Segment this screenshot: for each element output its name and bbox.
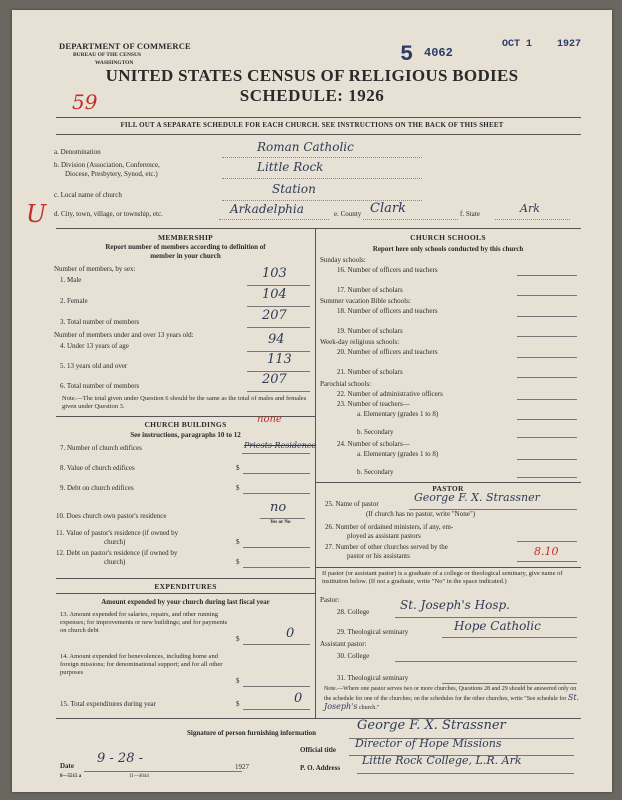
summer-schools-label: Summer vacation Bible schools: <box>320 297 411 305</box>
total-members-2-label: 6. Total number of members <box>60 382 140 390</box>
division-label-2: Diocese, Presbytery, Synod, etc.) <box>65 170 158 178</box>
assistant-ministers-label-2: ployed as assistant pastors <box>347 532 421 540</box>
teachers-secondary-label: b. Secondary <box>357 428 394 436</box>
buildings-intro: See instructions, paragraphs 10 to 12 <box>130 431 241 439</box>
expense-running-label: 13. Amount expended for salaries, repairs, and other running expenses; for improvements or new buildings; and for payments on church debt <box>60 611 228 634</box>
female-label: 2. Female <box>60 297 88 305</box>
pastor-name-label: 25. Name of pastor <box>325 500 379 508</box>
residence-value-label-2: church) <box>104 538 126 546</box>
members-by-age-label: Number of members under and over 13 years old: <box>54 331 194 339</box>
expenditures-heading: EXPENDITURES <box>154 582 217 591</box>
official-title-value: Director of Hope Missions <box>355 737 502 750</box>
signature-label: Signature of person furnishing information <box>187 729 316 737</box>
residence-debt-label-1: 12. Debt on pastor's residence (if owned by <box>56 549 178 557</box>
city-label: WASHINGTON <box>95 60 134 66</box>
po-address-value: Little Rock College, L.R. Ark <box>362 754 522 767</box>
sunday-officers-label: 16. Number of officers and teachers <box>337 266 438 274</box>
census-schedule-sheet <box>12 10 612 792</box>
sunday-scholars-label: 17. Number of scholars <box>337 286 403 294</box>
weekday-officers-label: 20. Number of officers and teachers <box>337 348 438 356</box>
other-churches-label-1: 27. Number of other churches served by the <box>325 543 448 551</box>
form-title: UNITED STATES CENSUS OF RELIGIOUS BODIES <box>105 66 519 85</box>
total-expenditures-value: 0 <box>294 691 303 706</box>
expenditures-intro: Amount expended by your church during last fiscal year <box>101 598 270 606</box>
form-number-2: 11—4644 <box>129 774 149 779</box>
total-members-2-value: 207 <box>262 372 287 387</box>
schools-intro: Report here only schools conducted by this church <box>372 245 524 253</box>
expense-benevolence-currency: $ <box>236 677 240 685</box>
sunday-schools-label: Sunday schools: <box>320 256 366 264</box>
membership-note: Note.—The total given under Question 6 should be the same as the total of males and females given under Question 3. <box>62 395 307 410</box>
membership-heading: MEMBERSHIP <box>157 233 214 242</box>
parochial-scholars-label: 24. Number of scholars— <box>337 440 410 448</box>
pastor-seminary-value: Hope Catholic <box>454 619 541 633</box>
other-churches-value: 8.10 <box>534 545 559 558</box>
city-town-label: d. City, town, village, or township, etc. <box>54 210 163 218</box>
form-subtitle: SCHEDULE: 1926 <box>239 86 385 105</box>
church-edifices-value: Priests Residence <box>244 441 317 450</box>
owns-residence-value: no <box>270 500 287 515</box>
official-title-label: Official title <box>300 746 336 754</box>
signature-value: George F. X. Strassner <box>357 718 506 733</box>
under-13-label: 4. Under 13 years of age <box>60 342 129 350</box>
assistant-seminary-label: 31. Theological seminary <box>337 674 409 682</box>
membership-intro-2: member in your church <box>150 252 221 260</box>
denomination-value: Roman Catholic <box>257 140 354 154</box>
total-members-label: 3. Total number of members <box>60 318 140 326</box>
over-13-value: 113 <box>267 352 292 367</box>
local-name-label: c. Local name of church <box>54 191 122 199</box>
other-churches-label-2: pastor or his assistants <box>347 552 410 560</box>
church-edifices-label: 7. Number of church edifices <box>60 444 142 452</box>
education-note: If pastor (or assistant pastor) is a graduate of a college or theological seminary, give name of institution below. (If not a graduate, write "No" in the space indicated.) <box>322 570 563 585</box>
teachers-elementary-label: a. Elementary (grades 1 to 8) <box>357 410 439 418</box>
summer-officers-label: 18. Number of officers and teachers <box>337 307 438 315</box>
total-expenditures-label: 15. Total expenditures during year <box>60 700 156 708</box>
parochial-schools-label: Parochial schools: <box>320 380 372 388</box>
none-mark: none <box>257 414 282 425</box>
margin-mark: U <box>26 200 47 228</box>
assistant-ministers-label-1: 26. Number of ordained ministers, if any, em- <box>325 523 454 531</box>
schools-heading: CHURCH SCHOOLS <box>410 233 486 242</box>
scholars-secondary-label: b. Secondary <box>357 468 394 476</box>
male-label: 1. Male <box>60 276 82 284</box>
pastor-name-value: George F. X. Strassner <box>414 491 540 504</box>
city-town-value: Arkadelphia <box>230 202 304 216</box>
expense-running-currency: $ <box>236 635 240 643</box>
edifice-value-currency: $ <box>236 464 240 472</box>
local-name-value: Station <box>272 182 316 196</box>
yes-no-hint: Yes or No <box>270 520 291 525</box>
male-value: 103 <box>262 266 287 281</box>
edifice-debt-label: 9. Debt on church edifices <box>60 484 134 492</box>
assistant-pastor-subheading: Assistant pastor: <box>320 640 367 648</box>
residence-debt-label-2: church) <box>104 558 126 566</box>
pastor-college-label: 28. College <box>337 608 370 616</box>
date-value: 9 - 28 - <box>97 751 143 766</box>
residence-debt-currency: $ <box>236 558 240 566</box>
po-address-label: P. O. Address <box>300 764 341 772</box>
division-value: Little Rock <box>257 160 324 174</box>
pastor-subheading: Pastor: <box>320 596 340 604</box>
female-value: 104 <box>262 287 287 302</box>
denomination-label: a. Denomination <box>54 148 101 156</box>
parochial-teachers-label: 23. Number of teachers— <box>337 400 410 408</box>
residence-value-currency: $ <box>236 538 240 546</box>
county-value: Clark <box>370 201 406 216</box>
members-by-sex-label: Number of members, by sex: <box>54 265 136 273</box>
over-13-label: 5. 13 years old and over <box>60 362 128 370</box>
edifice-value-label: 8. Value of church edifices <box>60 464 135 472</box>
owns-residence-label: 10. Does church own pastor's residence <box>56 512 167 520</box>
pastor-seminary-label: 29. Theological seminary <box>337 628 409 636</box>
edifice-debt-currency: $ <box>236 484 240 492</box>
assistant-college-label: 30. College <box>337 652 370 660</box>
pastor-college-value: St. Joseph's Hosp. <box>400 598 510 612</box>
scholars-elementary-label: a. Elementary (grades 1 to 8) <box>357 450 439 458</box>
state-label: f. State <box>460 210 480 218</box>
under-13-value: 94 <box>268 332 285 347</box>
date-year: 1927 <box>235 763 249 771</box>
membership-intro-1: Report number of members according to definition of <box>105 243 266 251</box>
stamp-mark: 5 <box>400 42 414 67</box>
date-stamp: OCT 1 <box>502 39 533 50</box>
department-label: DEPARTMENT OF COMMERCE <box>59 41 191 51</box>
expense-benevolence-label: 14. Amount expended for benevolences, including home and foreign missions; for denominational support; and for all other purposes <box>60 653 223 676</box>
multi-church-note-text: Note.—Where one pastor serves two or more churches, Questions 28 and 29 should be answered only on the schedule for one of the churches; on the schedules for the other churches, write "See schedule for <box>324 686 577 702</box>
serial-stamp: 4062 <box>424 46 453 60</box>
parochial-officers-label: 22. Number of administrative officers <box>337 390 443 398</box>
state-value: Ark <box>520 202 540 215</box>
red-number: 59 <box>72 90 98 114</box>
pastor-none-hint: (If church has no pastor, write "None") <box>366 510 476 518</box>
multi-church-note <box>324 686 580 713</box>
total-members-value: 207 <box>262 308 287 323</box>
weekday-scholars-label: 21. Number of scholars <box>337 368 403 376</box>
division-label-1: b. Division (Association, Conference, <box>54 161 160 169</box>
weekday-schools-label: Week-day religious schools: <box>320 338 400 346</box>
year-stamp: 1927 <box>557 39 582 50</box>
summer-scholars-label: 19. Number of scholars <box>337 327 403 335</box>
total-expenditures-currency: $ <box>236 700 240 708</box>
residence-value-label-1: 11. Value of pastor's residence (if owned by <box>56 529 179 537</box>
expense-running-value: 0 <box>286 626 295 641</box>
instruction-line: FILL OUT A SEPARATE SCHEDULE FOR EACH CHURCH. SEE INSTRUCTIONS ON THE BACK OF THIS SHEET <box>120 121 504 129</box>
date-label: Date <box>60 762 74 770</box>
bureau-label: BUREAU OF THE CENSUS <box>73 52 142 58</box>
form-number: 8—5515 a <box>60 774 82 779</box>
multi-church-note-end: church." <box>358 705 380 711</box>
multi-church-note-value: St. Joseph's <box>324 692 580 711</box>
buildings-heading: CHURCH BUILDINGS <box>144 420 227 429</box>
pastor-heading: PASTOR <box>432 484 464 493</box>
county-label: e. County <box>334 210 362 218</box>
